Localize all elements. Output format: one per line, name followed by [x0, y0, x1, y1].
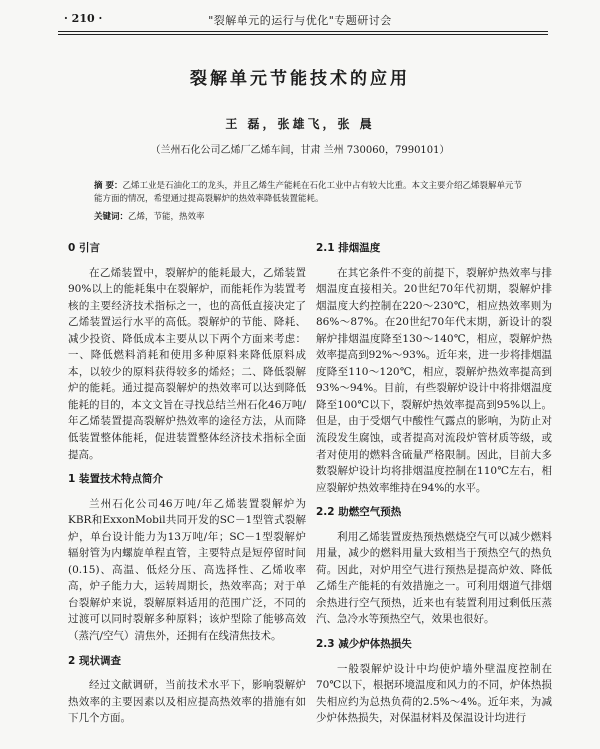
abstract-label: 摘 要： — [94, 181, 123, 191]
features-paragraph: 兰州石化公司46万吨/年乙烯装置裂解炉为KBR和ExxonMobil共同开发的SC－1型管式裂解炉，单台设计能力为13万吨/年；SC－1型裂解炉辐射管为内螺旋单程直管，主要特点是短停留时间(0.15)、高温、低烃分压、高选择性、乙烯收率高，炉子能力大，运转周期长，热效率高；对于单台裂解炉来说，裂解原料适用的范围广泛，不同的过渡可以同时裂解多种原料；该炉型除了能够高效（蒸汽/空气）清焦外，还拥有在线清焦技术。 — [68, 497, 306, 643]
subsection-heading-flue-temp: 2.1 排烟温度 — [316, 242, 381, 254]
journal-title: "裂解单元的运行与优化"专题研讨会 — [208, 14, 392, 27]
keywords — [94, 211, 524, 224]
air-preheat-paragraph: 利用乙烯装置废热预热燃烧空气可以减少燃料用量，减少的燃料用量大致相当于预热空气的热负荷。因此，对炉用空气进行预热是提高炉效、降低乙烯生产能耗的有效措施之一。可利用烟道气排烟余热进行空气预热，近来也有装置利用过剩低压蒸汽、急冷水等预热空气，效果也很好。 — [316, 530, 552, 626]
left-column — [68, 240, 306, 727]
abstract-text: 乙烯工业是石油化工的龙头，并且乙烯生产能耗在石化工业中占有较大比重。本文主要介绍乙烯裂解单元节能方面的情况，希望通过提高裂解炉的热效率降低装置能耗。 — [94, 181, 522, 204]
survey-paragraph: 经过文献调研，当前技术水平下，影响裂解炉热效率的主要因素以及相应提高热效率的措施有如下几个方面。 — [68, 679, 306, 725]
keywords-label: 关键词： — [94, 212, 129, 222]
abstract — [94, 180, 524, 206]
keywords-text: 乙烯，节能，热效率 — [128, 212, 205, 222]
subsection-heading-air-preheat: 2.2 助燃空气预热 — [316, 506, 402, 519]
intro-paragraph: 在乙烯装置中，裂解炉的能耗最大，乙烯装置90%以上的能耗集中在裂解炉，而能耗作为装置考核的主要经济技术指标之一，也的高低直接决定了乙烯装置运行水平的高低。裂解炉的节能、降耗、减少投资、降低成本主要从以下两个方面来考虑：一、降低燃料消耗和使用多种原料来降低原料成本，以较少的原料获得较多的烯烃；二、降低裂解炉的能耗。通过提高裂解炉的热效率可以达到降低能耗的目的，本文文旨在寻找总结兰州石化46万吨/年乙烯装置提高裂解炉热效率的途径方法，从而降低装置整体能耗，促进装置整体经济技术指标全面提高。 — [68, 266, 306, 461]
section-heading-survey: 2 现状调查 — [68, 654, 121, 667]
subsection-heading-heat-loss: 2.3 减少炉体热损失 — [316, 638, 412, 651]
paper-title: 裂解单元节能技术的应用 — [190, 69, 410, 89]
paper-affiliation: （兰州石化公司乙烯厂乙烯车间，甘肃 兰州 730060，7990101） — [150, 145, 450, 156]
header-rule-thin — [58, 34, 548, 35]
heat-loss-paragraph: 一般裂解炉设计中均使炉墙外壁温度控制在70℃以下，根据环境温度和风力的不同，炉体热损失相应约为总热负荷的2.5%～4%。近年来，为减少炉体热损失，对保温材料及保温设计均进行 — [316, 662, 552, 725]
header-rule — [58, 31, 548, 32]
page-number: · 210 · — [64, 12, 103, 25]
running-header — [0, 0, 600, 34]
paper-authors: 王 磊，张雄飞，张 晨 — [225, 117, 375, 131]
right-column — [316, 240, 552, 727]
flue-temp-paragraph: 在其它条件不变的前提下，裂解炉热效率与排烟温度直接相关。20世纪70年代初期，裂解炉排烟温度大约控制在220～230℃，相应热效率则为86%～87%。在20世纪70年代末期，新设计的裂解炉排烟温度降至130～140℃，相应，裂解炉热效率提高到92%～93%。近年来，进一步将排烟温度降至110～120℃，相应，裂解炉热效率提高到93%～94%。目前，有些裂解炉设计中将排烟温度降至100℃以下，裂解炉热效率提高到95%以上。但是，由于受烟气中酸性气露点的影响，为防止对流段发生腐蚀，或者提高对流段炉管材质等级，或者对使用的燃料含硫量严格限制。因此，目前大多数裂解炉设计均将排烟温度控制在110℃左右，相应裂解炉热效率维持在94%的水平。 — [316, 266, 552, 494]
section-heading-intro: 0 引言 — [68, 242, 100, 254]
section-heading-features: 1 装置技术特点简介 — [68, 473, 163, 486]
